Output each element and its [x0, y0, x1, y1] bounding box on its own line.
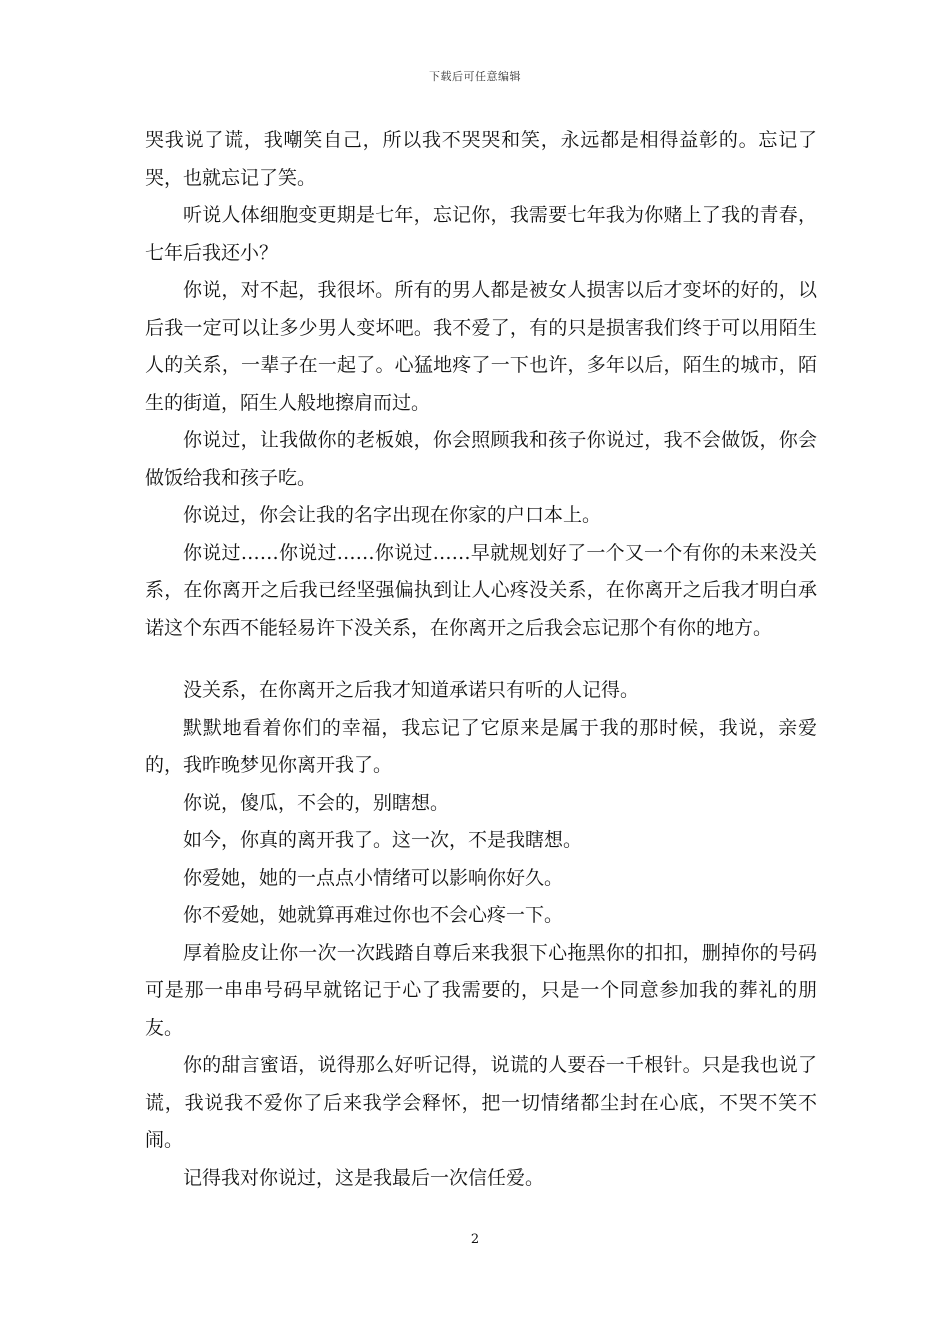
document-body [145, 122, 817, 1197]
page-number: 2 [470, 1232, 480, 1247]
paragraph: 你说，傻瓜，不会的，别瞎想。 [183, 791, 450, 814]
paragraph: 如今，你真的离开我了。这一次，不是我瞎想。 [183, 829, 583, 851]
paragraph: 你的甜言蜜语，说得那么好听记得，说谎的人要吞一千根针。只是我也说了谎，我说我不爱你了后来我学会释怀，把一切情绪都尘封在心底，不哭不笑不闹。 [145, 1054, 817, 1151]
page-header: 下载后可任意编辑 [429, 70, 521, 83]
paragraph: 你说过……你说过……你说过……早就规划好了一个又一个有你的未来没关系，在你离开之后我已经坚强偏执到让人心疼没关系，在你离开之后我才明白承诺这个东西不能轻易许下没关系，在你离开之后我会忘记那个有你的地方。 [145, 541, 817, 639]
paragraph: 你说过，你会让我的名字出现在你家的户口本上。 [183, 504, 602, 526]
paragraph: 听说人体细胞变更期是七年，忘记你，我需要七年我为你赌上了我的青春，七年后我还小？ [145, 204, 817, 264]
paragraph: 你不爱她，她就算再难过你也不会心疼一下。 [183, 904, 564, 926]
paragraph: 记得我对你说过，这是我最后一次信任爱。 [183, 1166, 545, 1189]
paragraph: 哭我说了谎，我嘲笑自己，所以我不哭哭和笑，永远都是相得益彰的。忘记了哭，也就忘记了笑。 [145, 129, 817, 189]
paragraph: 厚着脸皮让你一次一次践踏自尊后来我狠下心拖黑你的扣扣，删掉你的号码可是那一串串号码早就铭记于心了我需要的，只是一个同意参加我的葬礼的朋友。 [145, 941, 817, 1039]
paragraph: 默默地看着你们的幸福，我忘记了它原来是属于我的那时候，我说，亲爱的，我昨晚梦见你离开我了。 [145, 716, 817, 776]
paragraph-spacer [145, 647, 817, 672]
paragraph: 你爱她，她的一点点小情绪可以影响你好久。 [183, 866, 564, 889]
paragraph: 你说，对不起，我很坏。所有的男人都是被女人损害以后才变坏的好的，以后我一定可以让多少男人变坏吧。我不爱了，有的只是损害我们终于可以用陌生人的关系，一辈子在一起了。心猛地疼了一下也许，多年以后，陌生的城市，陌生的街道，陌生人般地擦肩而过。 [145, 279, 817, 414]
paragraph: 你说过，让我做你的老板娘，你会照顾我和孩子你说过，我不会做饭，你会做饭给我和孩子吃。 [145, 429, 817, 489]
paragraph: 没关系，在你离开之后我才知道承诺只有听的人记得。 [183, 679, 640, 701]
